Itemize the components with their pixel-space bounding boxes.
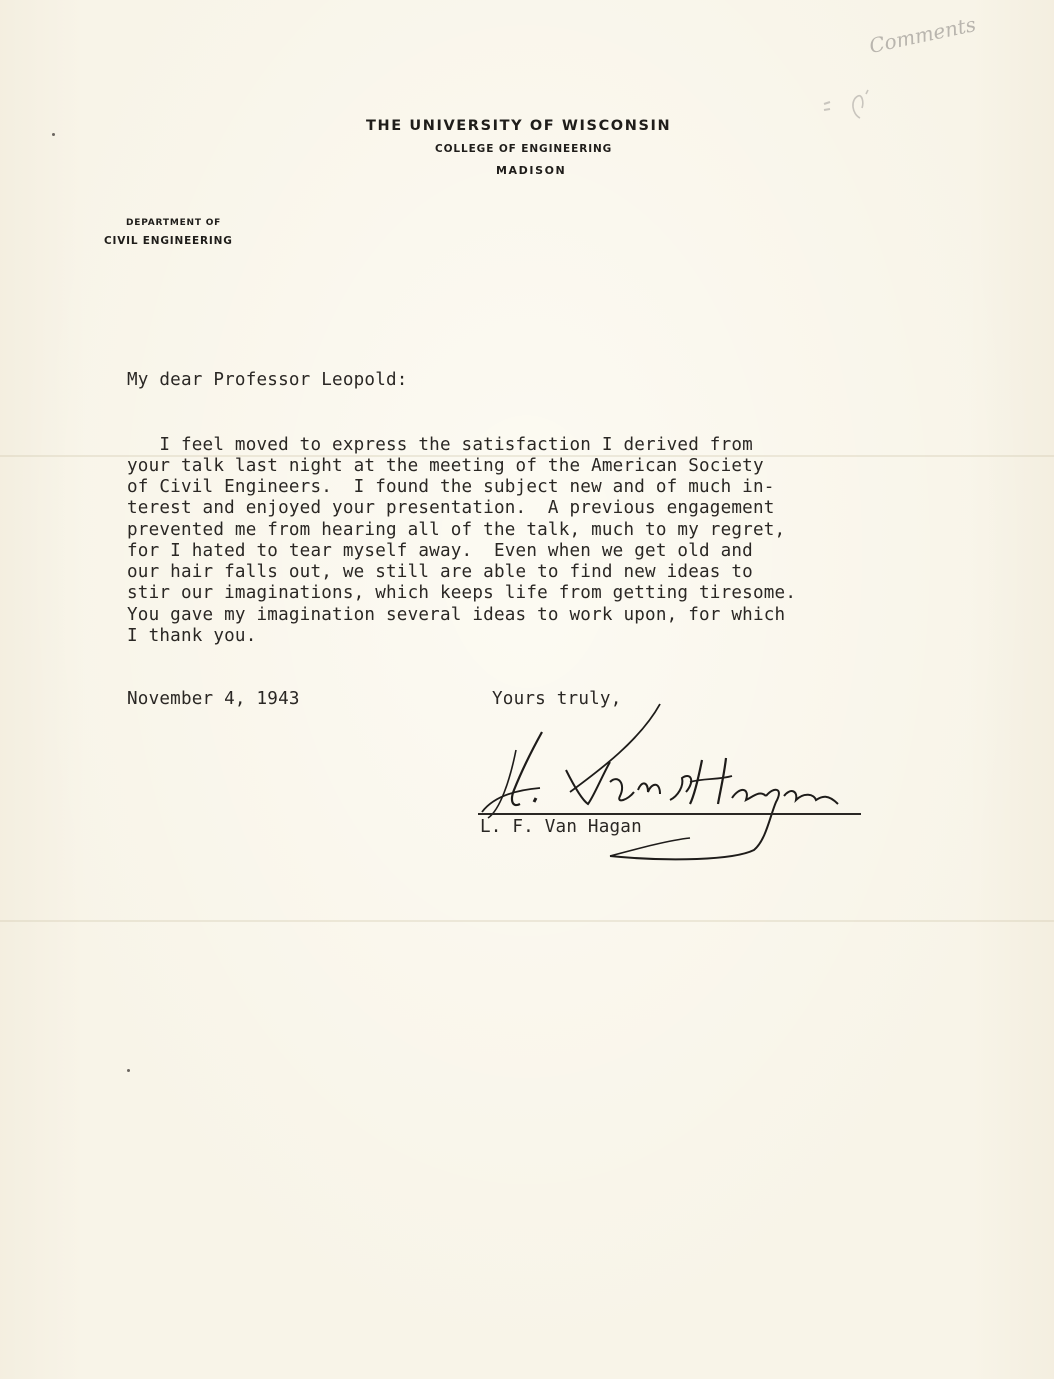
handwritten-note: Comments (867, 12, 978, 59)
pencil-mark-icon (822, 88, 882, 128)
university-name: THE UNIVERSITY OF WISCONSIN (366, 118, 672, 134)
body-line: prevented me from hearing all of the talk, much to my regret, (127, 520, 786, 540)
letter-date: November 4, 1943 (127, 689, 300, 709)
paper-speck (127, 1069, 130, 1072)
body-line: You gave my imagination several ideas to work upon, for which (127, 605, 786, 625)
handwritten-signature (470, 700, 870, 870)
body-line: of Civil Engineers. I found the subject new and of much in- (127, 477, 775, 497)
body-line: our hair falls out, we still are able to find new ideas to (127, 562, 753, 582)
signature-line (478, 813, 861, 815)
body-line: stir our imaginations, which keeps life from getting tiresome. (127, 583, 797, 603)
body-line: I thank you. (127, 626, 257, 646)
signer-name: L. F. Van Hagan (480, 817, 642, 837)
body-line: for I hated to tear myself away. Even when we get old and (127, 541, 753, 561)
department-label: DEPARTMENT OF (126, 218, 222, 228)
college-name: COLLEGE OF ENGINEERING (435, 143, 613, 155)
department-name: CIVIL ENGINEERING (104, 235, 233, 247)
paper-fold (0, 920, 1054, 922)
body-line: your talk last night at the meeting of the American Society (127, 456, 764, 476)
paper-speck (52, 133, 55, 136)
body-line: terest and enjoyed your presentation. A previous engagement (127, 498, 775, 518)
salutation: My dear Professor Leopold: (127, 370, 408, 390)
closing: Yours truly, (492, 689, 622, 709)
body-line: I feel moved to express the satisfaction I derived from (127, 435, 753, 455)
city-name: MADISON (496, 164, 567, 177)
